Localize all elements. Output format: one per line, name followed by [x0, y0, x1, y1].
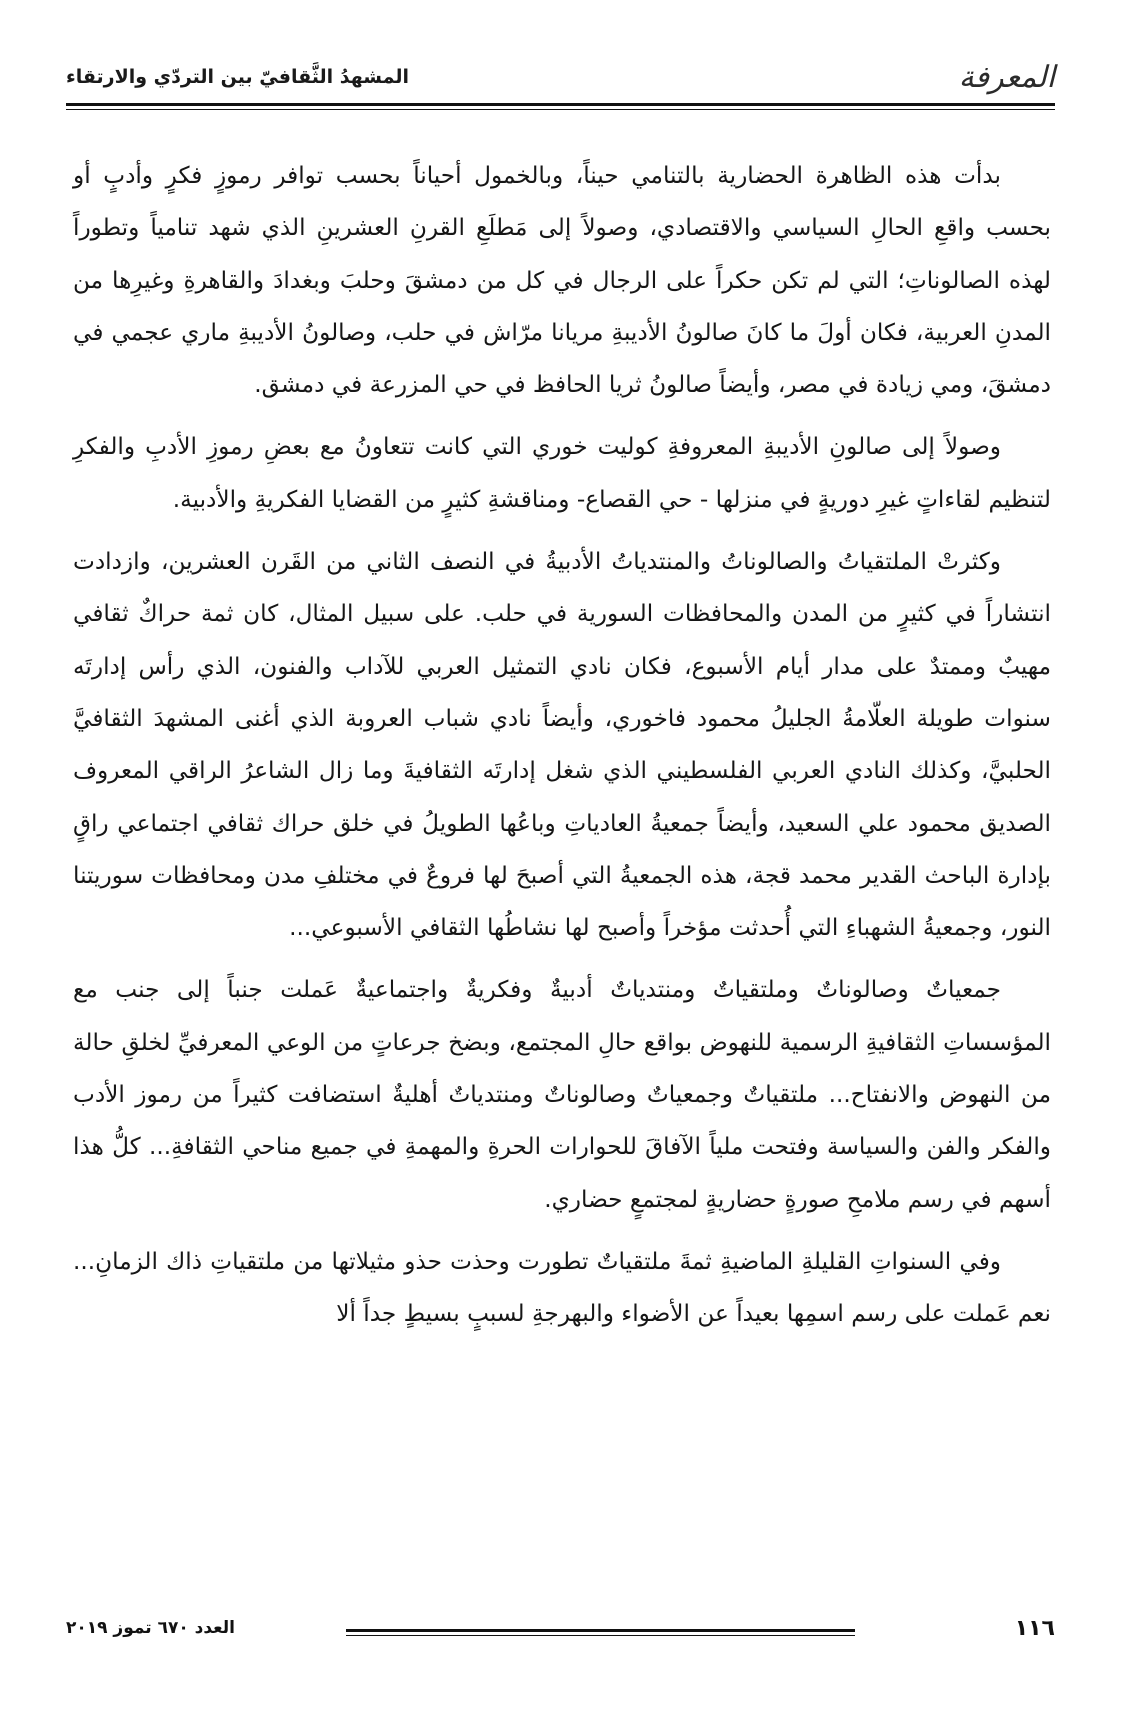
paragraph: بدأت هذه الظاهرة الحضارية بالتنامي حيناً، وبالخمول أحياناً بحسب توافر رموزٍ فكرٍ وأدبٍ أو بحسب واقعِ الحالِ السياسي والاقتصادي، وصولاً إلى مَطلَعِ القرنِ العشرينِ الذي شهد تنامياً وتطوراً لهذه الصالوناتِ؛ التي لم تكن حكراً على الرجال في كل من دمشقَ وحلبَ وبغدادَ والقاهرةِ وغيرِها من المدنِ العربية، فكان أولَ ما كانَ صالونُ الأديبةِ مريانا مرّاش في حلب، وصالونُ الأديبةِ ماري عجمي في دمشقَ، ومي زيادة في مصر، وأيضاً صالونُ ثريا الحافظ في حي المزرعة في دمشق. [73, 162, 1051, 399]
page-number: ١١٦ [1014, 1616, 1055, 1641]
paragraph: وصولاً إلى صالونِ الأديبةِ المعروفةِ كوليت خوري التي كانت تتعاونُ مع بعضِ رموزِ الأدبِ والفكرِ لتنظيم لقاءاتٍ غيرِ دوريةٍ في منزلها - حي القصاع- ومناقشةِ كثيرٍ من القضايا الفكريةِ والأدبية. [73, 433, 1051, 513]
page-header [66, 52, 1055, 106]
header-rule-thin [66, 109, 1055, 110]
issue-info: العدد ٦٧٠ تموز ٢٠١٩ [66, 1618, 235, 1638]
paragraph: وكثرتْ الملتقياتُ والصالوناتُ والمنتدياتُ الأدبيةُ في النصف الثاني من القَرن العشرين، وازدادت انتشاراً في كثيرٍ من المدن والمحافظات السورية في حلب. على سبيل المثال، كان ثمة حراكٌ ثقافي مهيبٌ وممتدٌ على مدار أيام الأسبوع، فكان نادي التمثيل العربي للآداب والفنون، الذي رأس إدارتَه سنوات طويلة العلّامةُ الجليلُ محمود فاخوري، وأيضاً نادي شباب العروبة الذي أغنى المشهدَ الثقافيَّ الحلبيَّ، وكذلك النادي العربي الفلسطيني الذي شغل إدارتَه الثقافيةَ وما زال الشاعرُ الراقي المعروف الصديق محمود علي السعيد، وأيضاً جمعيةُ العادياتِ وباعُها الطويلُ في خلق حراك ثقافي اجتماعي راقٍ بإدارة الباحث القدير محمد قجة، هذه الجمعيةُ التي أصبحَ لها فروعٌ في مختلفِ مدن ومحافظات سوريتنا النور، وجمعيةُ الشهباءِ التي أُحدثت مؤخراً وأصبح لها نشاطُها الثقافي الأسبوعي... [73, 548, 1051, 942]
header-rule-thick [66, 103, 1055, 106]
paragraph: جمعياتٌ وصالوناتٌ وملتقياتٌ ومنتدياتٌ أدبيةٌ وفكريةٌ واجتماعيةٌ عَملت جنباً إلى جنب مع المؤسساتِ الثقافيةِ الرسمية للنهوض بواقع حالِ المجتمع، وبضخ جرعاتٍ من الوعي المعرفيِّ لخلقِ حالة من النهوض والانفتاح... ملتقياتٌ وجمعياتٌ وصالوناتٌ ومنتدياتٌ أهليةٌ استضافت كثيراً من رموز الأدب والفكر والفن والسياسة وفتحت ملياً الآفاقَ للحوارات الحرةِ والمهمةِ في جميع مناحي الثقافةِ... كلُّ هذا أسهم في رسم ملامحِ صورةٍ حضاريةٍ لمجتمعٍ حضاري. [73, 976, 1051, 1213]
paragraph: وفي السنواتِ القليلةِ الماضيةِ ثمةَ ملتقياتٌ تطورت وحذت حذو مثيلاتها من ملتقياتِ ذاك الزمانِ... نعم عَملت على رسم اسمِها بعيداً عن الأضواء والبهرجةِ لسببٍ بسيطٍ جداً ألا [73, 1247, 1051, 1328]
magazine-logo: المعرفة [958, 60, 1055, 95]
article-title: المشهدُ الثَّقافيّ بين التردّي والارتقاء [66, 66, 410, 88]
article-body [73, 150, 1051, 1351]
page-footer [66, 1616, 1055, 1656]
footer-rule-thin [346, 1635, 855, 1636]
footer-rule-thick [346, 1629, 855, 1632]
